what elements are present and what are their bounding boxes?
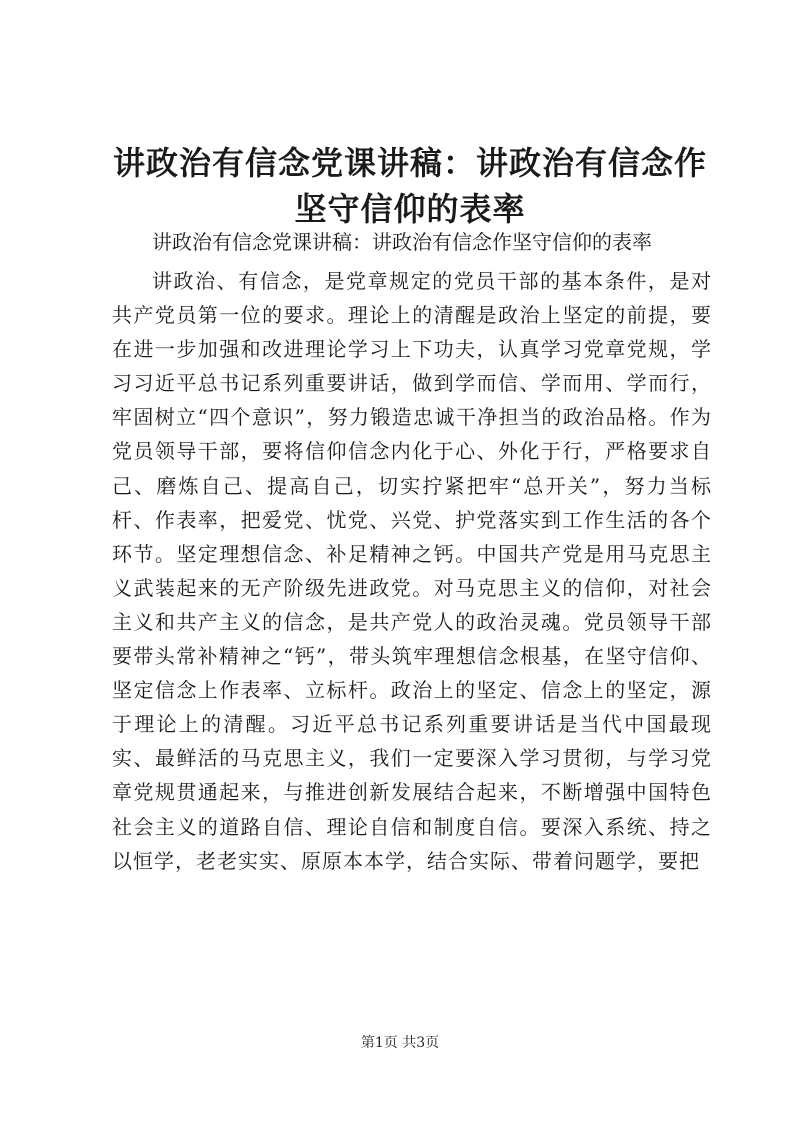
document-body: 讲政治、有信念，是党章规定的党员干部的基本条件，是对共产党员第一位的要求。理论上的清醒是政治上坚定的前提，要在进一步加强和改进理论学习上下功夫，认真学习党章党规，学习习近平总书记系列重要讲话，做到学而信、学而用、学而行，牢固树立“四个意识”，努力锻造忠诚干净担当的政治品格。作为党员领导干部，要将信仰信念内化于心、外化于行，严格要求自己、磨炼自己、提高自己，切实拧紧把牢“总开关”，努力当标杆、作表率，把爱党、忧党、兴党、护党落实到工作生活的各个环节。坚定理想信念、补足精神之钙。中国共产党是用马克思主义武装起来的无产阶级先进政党。对马克思主义的信仰，对社会主义和共产主义的信念，是共产党人的政治灵魂。党员领导干部要带头常补精神之“钙”，带头筑牢理想信念根基，在坚守信仰、坚定信念上作表率、立标杆。政治上的坚定、信念上的坚定，源于理论上的清醒。习近平总书记系列重要讲话是当代中国最现实、最鲜活的马克思主义，我们一定要深入学习贯彻，与学习党章党规贯通起来，与推进创新发展结合起来，不断增强中国特色社会主义的道路自信、理论自信和制度自信。要深入系统、持之以恒学，老老实实、原原本本学，结合实际、带着问题学，要把 <box>112 269 712 873</box>
document-subtitle: 讲政治有信念党课讲稿：讲政治有信念作坚守信仰的表率 <box>152 230 652 254</box>
document-title: 讲政治有信念党课讲稿：讲政治有信念作坚守信仰的表率 <box>112 144 707 228</box>
page-footer: 第1页 共3页 <box>360 1035 440 1051</box>
